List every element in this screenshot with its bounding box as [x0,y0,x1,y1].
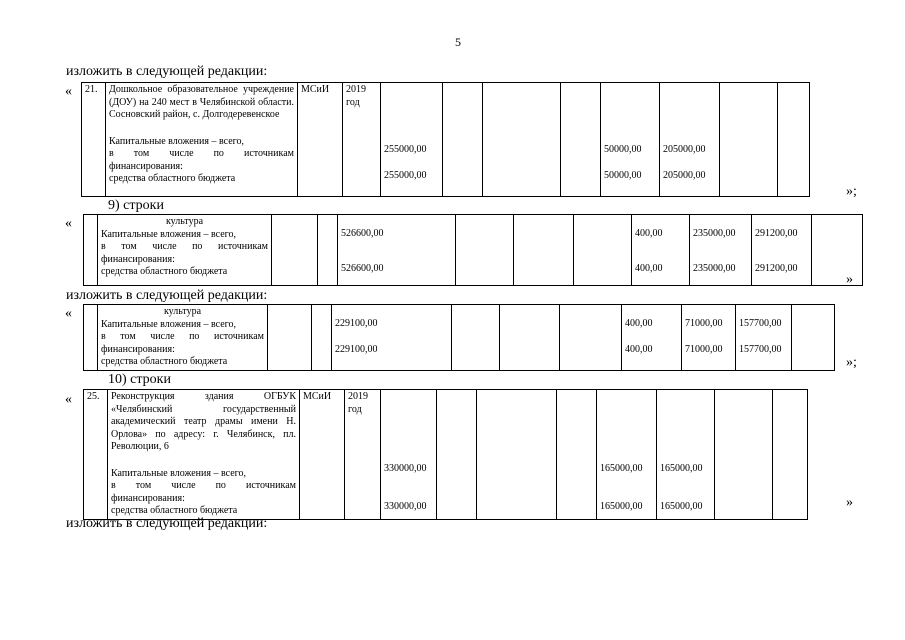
row-number: 25. [84,390,108,520]
regional-value: 71000,00 [685,343,723,355]
replace-heading-3: изложить в следующей редакции: [66,516,268,531]
regional-value: 205000,00 [663,169,706,181]
close-quote-2: » [846,272,853,287]
value-cell [597,390,657,520]
total-value: 526600,00 [341,228,384,239]
object-description-cell [106,83,298,197]
replace-heading-2: изложить в следующей редакции: [66,288,268,303]
table-item-21 [81,82,810,197]
value-cell [682,305,736,371]
table-row [84,215,863,286]
lines-9-heading: 9) строки [108,198,164,213]
sources-label: в том числе по источникам финансирования: [111,480,296,504]
regional-value: 235000,00 [693,262,736,274]
section-culture: культура [165,216,204,227]
regional-value: 50000,00 [604,169,642,181]
object-description: Дошкольное образовательное учреждение (ДОУ) на 240 мест в Челябинской области. Сосновский район, с. Долгодеревенское [109,84,294,120]
table-culture-new [83,304,835,371]
value: 400,00 [635,228,663,239]
object-description-cell [98,305,268,371]
close-quote-4: » [846,495,853,510]
regional-value: 157700,00 [739,343,782,355]
sources-label: в том числе по источникам финансирования: [109,148,294,172]
year: 2019 год [345,390,381,520]
regional-value: 291200,00 [755,262,798,274]
regional-budget-label: средства областного бюджета [111,505,238,516]
total-cell [332,305,452,371]
regional-budget-label: средства областного бюджета [101,266,228,277]
organization: МСиИ [300,390,345,520]
regional-value: 400,00 [625,343,653,355]
value-cell [752,215,812,286]
total-cell [381,83,443,197]
page-number: 5 [455,35,461,49]
value-cell [690,215,752,286]
row-number: 21. [82,83,106,197]
table-row [82,83,810,197]
value-cell [622,305,682,371]
value-cell [736,305,792,371]
capital-label: Капитальные вложения – всего, [109,135,244,147]
close-quote-1: »; [846,184,857,199]
value: 235000,00 [693,228,736,239]
capital-label: Капитальные вложения – всего, [101,318,236,330]
sources-label: в том числе по источникам финансирования: [101,331,264,355]
total-regional-value: 229100,00 [335,343,378,355]
value: 157700,00 [739,318,782,329]
open-quote-1: « [65,84,72,99]
value: 50000,00 [604,144,642,155]
table-culture-old [83,214,863,286]
value: 71000,00 [685,318,723,329]
open-quote-2: « [65,216,72,231]
value: 165000,00 [600,463,643,474]
lines-10-heading: 10) строки [108,372,171,387]
sources-label: в том числе по источникам финансирования: [101,241,268,265]
total-regional-value: 526600,00 [341,262,384,274]
object-description-cell [98,215,272,286]
value: 165000,00 [660,463,703,474]
capital-label: Капитальные вложения – всего, [101,228,236,240]
total-regional-value: 330000,00 [384,500,427,512]
replace-heading-1: изложить в следующей редакции: [66,64,268,79]
regional-value: 165000,00 [600,500,643,512]
table-item-25 [83,389,808,520]
value: 400,00 [625,318,653,329]
regional-budget-label: средства областного бюджета [101,356,228,367]
total-cell [381,390,437,520]
regional-value: 165000,00 [660,500,703,512]
total-value: 255000,00 [384,144,427,155]
total-value: 229100,00 [335,318,378,329]
total-regional-value: 255000,00 [384,169,427,181]
value: 205000,00 [663,144,706,155]
object-description: Реконструкция здания ОГБУК «Челябинский государственный академический театр драмы имени Н. Орлова» по адресу: г. Челябинск, пл. Революции, 6 [111,391,296,452]
table-row [84,390,808,520]
total-value: 330000,00 [384,463,427,474]
value-cell [632,215,690,286]
object-description-cell [108,390,300,520]
open-quote-3: « [65,306,72,321]
close-quote-3: »; [846,355,857,370]
value-cell [601,83,660,197]
total-cell [338,215,456,286]
value: 291200,00 [755,228,798,239]
regional-value: 400,00 [635,262,663,274]
year: 2019 год [343,83,381,197]
section-culture: культура [163,306,202,317]
open-quote-4: « [65,392,72,407]
table-row [84,305,835,371]
organization: МСиИ [298,83,343,197]
regional-budget-label: средства областного бюджета [109,173,236,184]
capital-label: Капитальные вложения – всего, [111,467,246,479]
value-cell [660,83,720,197]
value-cell [657,390,715,520]
